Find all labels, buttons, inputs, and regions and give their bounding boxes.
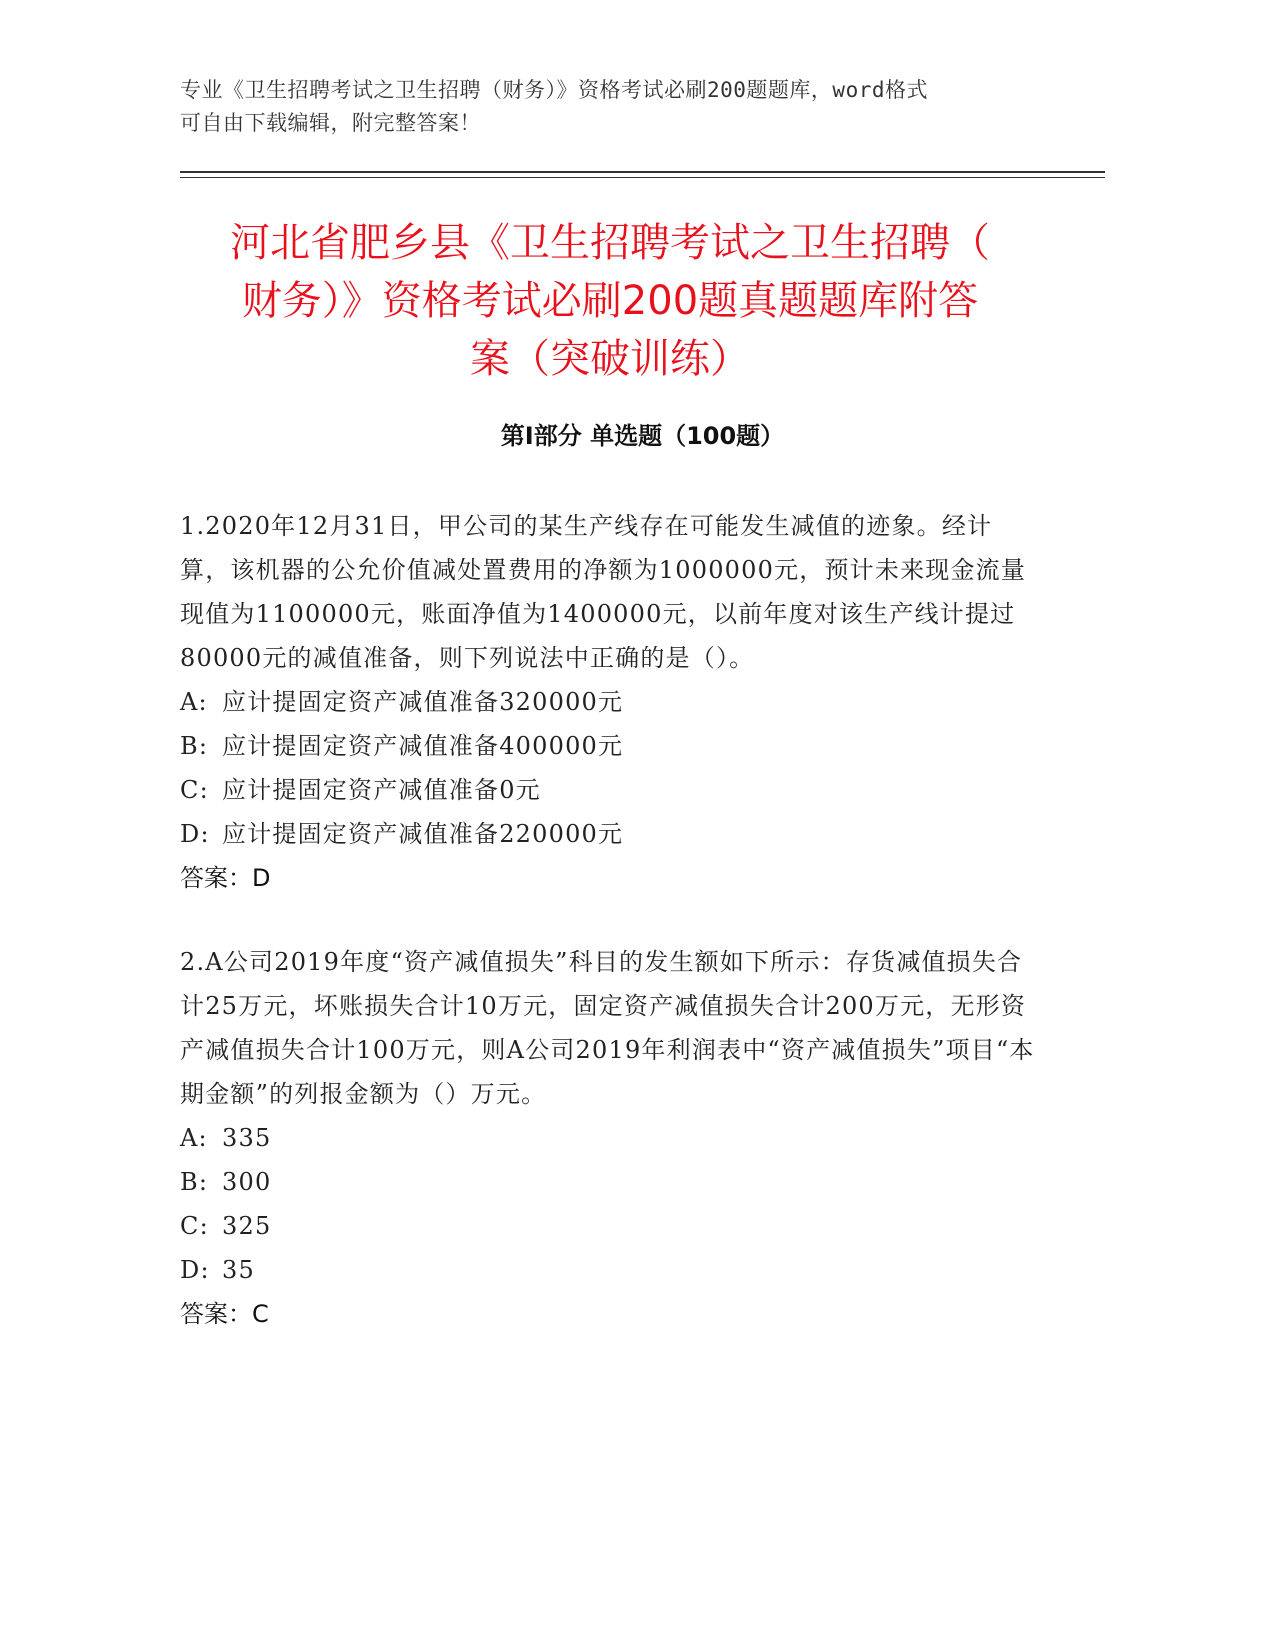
option-text: 300: [222, 1168, 272, 1196]
header-note-line-2: 可自由下载编辑，附完整答案！: [180, 111, 481, 135]
header-divider-thin: [180, 177, 1105, 178]
option-b: [180, 724, 1040, 768]
document-title: [160, 214, 1060, 388]
option-c: [180, 768, 1040, 812]
option-letter: D:: [180, 820, 210, 848]
option-letter: C:: [180, 776, 209, 804]
option-d: [180, 812, 1040, 856]
header-note: [180, 74, 1060, 140]
option-text: 应计提固定资产减值准备0元: [222, 776, 541, 804]
option-letter: A:: [180, 1124, 208, 1152]
option-letter: C:: [180, 1212, 209, 1240]
option-text: 应计提固定资产减值准备220000元: [222, 820, 624, 848]
option-text: 325: [222, 1212, 272, 1240]
question-stem: 2.A公司2019年度“资产减值损失”科目的发生额如下所示：存货减值损失合计25万元，坏账损失合计10万元，固定资产减值损失合计200万元，无形资产减值损失合计100万元，则A公司2019年利润表中“资产减值损失”项目“本期金额”的列报金额为（）万元。: [180, 948, 1035, 1108]
answer-label: 答案：D: [180, 864, 271, 892]
option-b: [180, 1160, 1040, 1204]
title-line-3: 案（突破训练）: [470, 336, 750, 382]
option-text: 35: [222, 1256, 255, 1284]
question-1: [180, 504, 1040, 900]
title-line-1: 河北省肥乡县《卫生招聘考试之卫生招聘（: [230, 220, 990, 266]
option-text: 应计提固定资产减值准备320000元: [222, 688, 624, 716]
option-text: 应计提固定资产减值准备400000元: [222, 732, 624, 760]
option-letter: A:: [180, 688, 208, 716]
answer-label: 答案：C: [180, 1300, 269, 1328]
option-c: [180, 1204, 1040, 1248]
option-letter: D:: [180, 1256, 210, 1284]
option-a: [180, 1116, 1040, 1160]
section-heading: 第I部分 单选题（100题）: [500, 422, 785, 450]
header-divider-thick: [180, 171, 1105, 173]
option-letter: B:: [180, 1168, 209, 1196]
option-a: [180, 680, 1040, 724]
option-text: 335: [222, 1124, 272, 1152]
option-d: [180, 1248, 1040, 1292]
question-2: [180, 940, 1040, 1336]
option-letter: B:: [180, 732, 209, 760]
title-line-2: 财务）》资格考试必刷200题真题题库附答: [241, 278, 979, 324]
question-stem: 1.2020年12月31日，甲公司的某生产线存在可能发生减值的迹象。经计算，该机器的公允价值减处置费用的净额为1000000元，预计未来现金流量现值为1100000元，账面净值为1400000元，以前年度对该生产线计提过80000元的减值准备，则下列说法中正确的是（）。: [180, 512, 1027, 672]
header-note-line-1: 专业《卫生招聘考试之卫生招聘（财务）》资格考试必刷200题题库，word格式: [180, 78, 928, 102]
